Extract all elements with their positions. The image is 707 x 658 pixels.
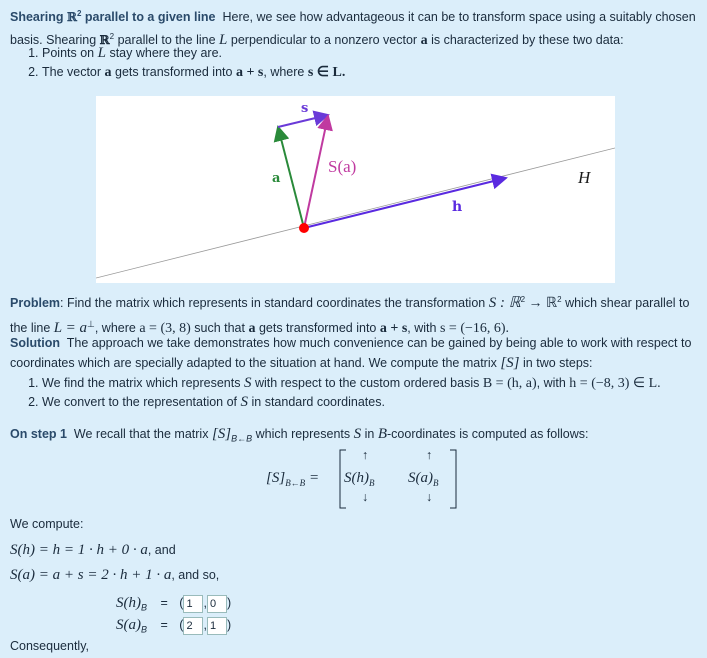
step1-label: On step 1 [10,427,67,441]
solution-paragraph: Solution The approach we take demonstrates how much convenience can be gained by being able to work with respect to coordinates which are specially adapted to the situation at hand. We compute the matrix [S] in two steps: [10,336,692,371]
consequently-text: Consequently, [10,639,89,653]
vector-Sa [304,116,328,228]
matrix-display [262,448,462,510]
arrow-down: ↓ [426,490,433,504]
row1-entry-1[interactable]: 1 [183,595,203,613]
step1-paragraph: On step 1 We recall that the matrix $[S]_{B\leftarrow B}$ which represents S in B-coordinates is computed as follows: [10,426,589,444]
arrow-up: ↑ [362,448,369,462]
matrix-col2: $S(a)_B$ [408,470,439,488]
solution-label: Solution [10,336,60,350]
vector-s [278,115,328,127]
compute-label: We compute: [10,517,84,531]
intro-list [20,44,699,82]
coordinate-row-1: $S(h)_B$ = ( 1 , 0 ) [116,595,232,613]
row2-entry-1[interactable]: 2 [183,617,203,635]
intro-text: Here, we see how advantageous it can be to transform space using a suitably chosen basis. Shearing [10,10,696,48]
list-item: 1. Points on L stay where they are. [42,44,699,63]
label-h: h [452,199,463,215]
solution-steps [20,374,699,412]
list-item: 2. We convert to the representation of S in standard coordinates. [42,393,699,412]
vector-h [304,178,506,228]
row1-entry-2[interactable]: 0 [207,595,227,613]
compute-line-2: S(a) = a + s = 2 · h + 1 · a, and so, [10,567,220,583]
list-item: 2. The vector a gets transformed into a + s, where s ∈ L. [42,63,699,82]
label-Sa: S(a) [328,157,357,176]
coordinate-row-2: $S(a)_B$ = ( 2 , 1 ) [116,617,232,635]
shear-diagram [96,96,615,283]
vector-a [278,127,304,228]
list-item: 1. We find the matrix which represents S with respect to the custom ordered basis B = (h, a), with h = (−8, 3) ∈ L. [42,374,699,393]
shear-figure [96,96,615,283]
section-title: Shearing ℝ$^2$ parallel to a given line [10,9,216,25]
problem-paragraph: Problem: Find the matrix which represents in standard coordinates the transformation S : ℝ$^2$ → ℝ$^2$ which shear parallel to the line L = a⊥, where a = (3, 8) such that a gets transformed into a + s, with s = (−16, 6). [10,295,690,337]
label-a: a [272,171,281,186]
arrow-up: ↑ [426,448,433,462]
intro-paragraph: Shearing ℝ$^2$ parallel to a given line Here, we see how advantageous it can be to transform space using a suitably chosen basis. Shearing ℝ$^2$ parallel to the line L perpendicular to a nonzero vector a is characterized by these two data: [10,9,696,49]
problem-label: Problem [10,296,61,311]
label-s: s [301,101,309,116]
compute-line-1: S(h) = h = 1 · h + 0 · a, and [10,542,176,558]
arrow-down: ↓ [362,490,369,504]
row2-entry-2[interactable]: 1 [207,617,227,635]
matrix-col1: $S(h)_B$ [344,470,375,488]
matrix-lhs: $[S]_{B\leftarrow B}$ = [266,470,320,488]
label-H: H [578,168,591,187]
origin-point [299,223,309,233]
